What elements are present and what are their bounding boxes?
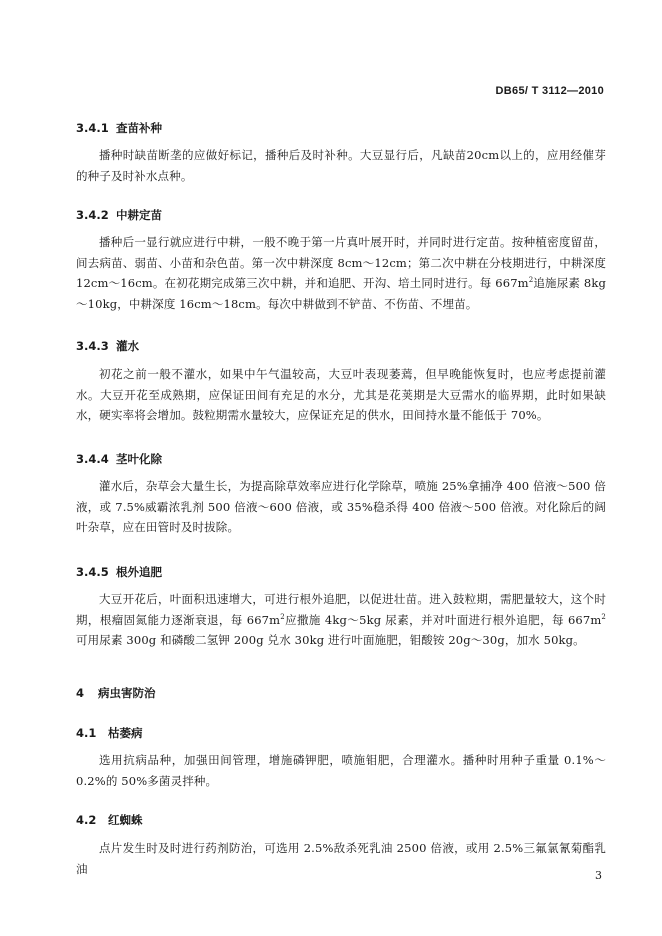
section-title: 枯萎病 bbox=[108, 726, 143, 740]
text-run: 大豆开花后，叶面积迅速增大，可进行根外追肥，以促进壮苗。进入鼓粒期，需肥量较大，这个时期，根瘤固氮能力逐渐衰退，每 667m bbox=[76, 592, 606, 627]
section-number: 4 bbox=[76, 686, 85, 700]
text-run: 可用尿素 300g 和磷酸二氢钾 200g 兑水 30kg 进行叶面施肥，钼酸铵 20g～30g，加水 50kg。 bbox=[76, 633, 585, 647]
section-title: 红蜘蛛 bbox=[108, 813, 143, 827]
paragraph-4-2: 点片发生时及时进行药剂防治，可选用 2.5%敌杀死乳油 2500 倍液，或用 2.5%三氟氯氰菊酯乳油 bbox=[76, 841, 606, 876]
superscript: 2 bbox=[601, 612, 607, 621]
section-heading-4-2 bbox=[76, 812, 143, 828]
section-title: 查苗补种 bbox=[116, 121, 162, 135]
text-run: 播种后一显行就应进行中耕，一般不晚于第一片真叶展开时，并同时进行定苗。按种植密度留苗，间去病苗、弱苗、小苗和杂色苗。第一次中耕深度 8cm～12cm；第二次中耕在分枝期进行，中耕深度12cm～16cm。在初花期完成第三次中耕，并和追肥、开沟、培土同时进行。每 667m bbox=[76, 235, 606, 290]
paragraph-3-4-4: 灌水后，杂草会大量生长，为提高除草效率应进行化学除草，喷施 25%拿捕净 400 倍液～500 倍液，或 7.5%威霸浓乳剂 500 倍液～600 倍液，或 35%稳杀得 400 倍液～500 倍液。对化除后的阔叶杂草，应在田管时及时拔除。 bbox=[76, 479, 606, 534]
section-heading-3-4-5 bbox=[76, 564, 162, 580]
text-run: 应撒施 4kg～5kg 尿素，并对叶面进行根外追肥，每 667m bbox=[284, 612, 602, 627]
section-number: 3.4.3 bbox=[76, 339, 109, 353]
document-code: DB65/ T 3112—2010 bbox=[495, 85, 604, 97]
section-heading-4-1 bbox=[76, 725, 143, 741]
section-number: 4.2 bbox=[76, 813, 97, 827]
paragraph-3-4-2 bbox=[76, 232, 606, 314]
section-number: 4.1 bbox=[76, 726, 97, 740]
section-heading-3-4-3 bbox=[76, 338, 139, 354]
section-title: 灌水 bbox=[116, 339, 139, 353]
paragraph-4-1: 选用抗病品种，加强田间管理，增施磷钾肥，喷施钼肥，合理灌水。播种时用种子重量 0.1%～0.2%的 50%多菌灵拌种。 bbox=[76, 753, 606, 788]
section-number: 3.4.5 bbox=[76, 565, 109, 579]
paragraph-3-4-3: 初花之前一般不灌水，如果中午气温较高，大豆叶表现萎蔫，但早晚能恢复时，也应考虑提前灌水。大豆开花至成熟期，应保证田间有充足的水分，尤其是花荚期是大豆需水的临界期，此时如果缺水，硬实率将会增加。鼓粒期需水量较大，应保证充足的供水，田间持水量不能低于 70%。 bbox=[76, 367, 606, 422]
paragraph-3-4-5 bbox=[76, 589, 606, 651]
section-title: 病虫害防治 bbox=[98, 686, 156, 700]
section-title: 茎叶化除 bbox=[116, 452, 162, 466]
paragraph-3-4-1: 播种时缺苗断垄的应做好标记，播种后及时补种。大豆显行后，凡缺苗20cm以上的，应用经催芽的种子及时补水点种。 bbox=[76, 148, 606, 183]
section-heading-3-4-1 bbox=[76, 120, 162, 136]
section-number: 3.4.1 bbox=[76, 121, 109, 135]
superscript: 2 bbox=[528, 276, 534, 285]
section-heading-3-4-2 bbox=[76, 207, 162, 223]
section-heading-4 bbox=[76, 685, 156, 701]
section-title: 根外追肥 bbox=[116, 565, 162, 579]
section-title: 中耕定苗 bbox=[116, 208, 162, 222]
section-heading-3-4-4 bbox=[76, 451, 162, 467]
section-number: 3.4.2 bbox=[76, 208, 109, 222]
superscript: 2 bbox=[280, 612, 285, 621]
section-number: 3.4.4 bbox=[76, 452, 109, 466]
page-number: 3 bbox=[595, 869, 602, 882]
text-run: 追施尿素 8kg～10kg，中耕深度 16cm～18cm。每次中耕做到不铲苗、不伤苗、不埋苗。 bbox=[76, 276, 606, 311]
